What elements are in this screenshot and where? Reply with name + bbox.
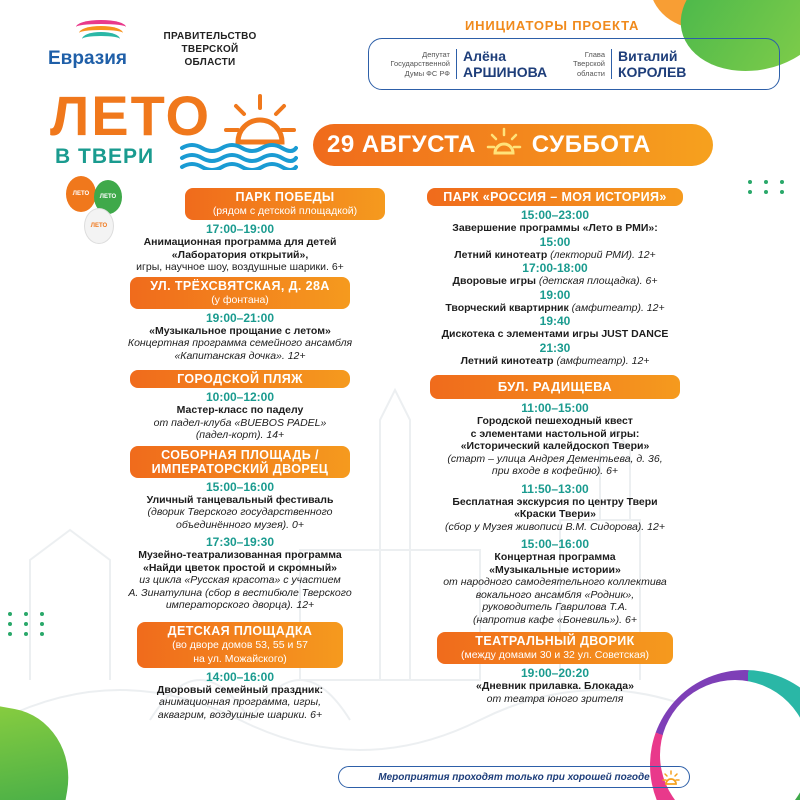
- venue-header-park-pobedy: ПАРК ПОБЕДЫ (рядом с детской площадкой): [185, 188, 385, 220]
- venue-header-radishcheva: БУЛ. РАДИЩЕВА: [430, 375, 680, 399]
- schedule-left-column: [75, 188, 405, 723]
- schedule-right-column: [400, 188, 710, 707]
- event-item: 17:30–19:30 Музейно-театрализованная программа «Найди цветок простой и скромный» из цикла «Русская красота» с участием А. Зинатулина (сбор в вестибюле Тверского императорского дворца). 12+: [75, 535, 405, 612]
- event-time: 19:00: [539, 287, 571, 302]
- dot-pattern-right: [748, 180, 790, 194]
- title-main: ЛЕТО: [50, 84, 212, 147]
- date-banner: [313, 124, 713, 166]
- weather-note: Мероприятия проходят только при хорошей погоде: [338, 766, 690, 788]
- event-item: 11:00–15:00 Городской пешеходный квест с элементами настольной игры: «Исторический калейдоскоп Твери» (старт – улица Андрея Дементьева, д. 36, при входе в кофейню). 6+: [400, 401, 710, 478]
- event-time: 19:00–20:20: [520, 666, 590, 680]
- sun-icon: [486, 127, 522, 163]
- event-time: 15:00: [539, 234, 571, 249]
- venue-header-teatralny-dvorik: ТЕАТРАЛЬНЫЙ ДВОРИК (между домами 30 и 32 ул. Советская): [437, 632, 673, 664]
- event-time: 17:00–19:00: [205, 222, 275, 236]
- event-time: 15:00–23:00: [520, 208, 590, 222]
- title-sub: В ТВЕРИ: [55, 145, 155, 168]
- event-item: 15:00–16:00 Уличный танцевальный фестиваль (дворик Тверского государственного объединённого музея). 0+: [75, 480, 405, 532]
- divider: [611, 49, 612, 79]
- initiator-korolev: [565, 48, 686, 80]
- initiator-role: Глава Тверской области: [573, 49, 605, 78]
- event-time: 21:30: [539, 340, 571, 355]
- event-item: 19:00–21:00 «Музыкальное прощание с летом» Концертная программа семейного ансамбля «Капитанская дочка». 12+: [75, 311, 405, 363]
- waves-icon: [178, 140, 298, 170]
- venue-header-gorodskoy-plyazh: ГОРОДСКОЙ ПЛЯЖ: [130, 370, 350, 388]
- event-item: 17:00–19:00 Анимационная программа для детей «Лаборатория открытий», игры, научное шоу, воздушные шарики. 6+: [75, 222, 405, 274]
- event-time: 17:30–19:30: [205, 535, 275, 549]
- eurasia-logo: [48, 20, 148, 70]
- event-time: 14:00–16:00: [205, 669, 275, 684]
- event-item: 10:00–12:00 Мастер-класс по паделу от падел-клуба «BUEBOS PADEL» (падел-корт). 14+: [75, 390, 405, 442]
- balloon-white: ЛЕТО: [84, 208, 114, 244]
- event-time: 15:00–16:00: [520, 537, 590, 551]
- balloon-green: ЛЕТО: [94, 180, 122, 214]
- event-item: 19:00–20:20 «Дневник прилавка. Блокада» от театра юного зрителя: [400, 666, 710, 705]
- date-day: 29 АВГУСТА: [327, 131, 476, 158]
- initiator-role: Депутат Государственной Думы ФС РФ: [390, 49, 450, 78]
- rainbow-arc-icon: [76, 20, 126, 46]
- venue-header-detskaya-ploshchadka: ДЕТСКАЯ ПЛОЩАДКА (во дворе домов 53, 55 и 57 на ул. Можайского): [137, 622, 343, 668]
- initiator-name: Алёна АРШИНОВА: [463, 48, 548, 80]
- venue-header-park-rossiya: ПАРК «РОССИЯ – МОЯ ИСТОРИЯ»: [427, 188, 683, 206]
- event-item: 14:00–16:00 Дворовый семейный праздник: анимационная программа, игры, аквагрим, воздушные шарики. 6+: [75, 670, 405, 722]
- event-time: 11:00–15:00: [521, 401, 589, 415]
- event-time: 19:00–21:00: [205, 310, 275, 325]
- divider: [456, 49, 457, 79]
- initiators-title: ИНИЦИАТОРЫ ПРОЕКТА: [465, 18, 640, 33]
- balloon-orange: ЛЕТО: [66, 176, 96, 212]
- event-item: 11:50–13:00 Бесплатная экскурсия по центру Твери «Краски Твери» (сбор у Музея живописи В.М. Сидорова). 12+: [400, 482, 710, 534]
- venue-header-sobornaya: СОБОРНАЯ ПЛОЩАДЬ / ИМПЕРАТОРСКИЙ ДВОРЕЦ: [130, 446, 350, 478]
- event-time: 17:00-18:00: [522, 261, 588, 275]
- event-time: 11:50–13:00: [521, 481, 589, 496]
- initiator-name: Виталий КОРОЛЕВ: [618, 48, 687, 80]
- government-label: ПРАВИТЕЛЬСТВО ТВЕРСКОЙ ОБЛАСТИ: [163, 31, 257, 68]
- brand-name: Евразия: [48, 48, 127, 69]
- venue-header-trekhsvyatskaya: УЛ. ТРЁХСВЯТСКАЯ, Д. 28А (у фонтана): [130, 277, 350, 309]
- event-item: 15:00–23:00 Завершение программы «Лето в РМИ»: 15:00 Летний кинотеатр (лекторий РМИ). 12+ 17:00-18:00 Дворовые игры (детская площадка). 6+ 19:00 Творческий квартирник (амфитеатр). 12+ 19:40 Дискотека с элементами игры JUST DANCE 21:30 Летний кинотеатр (амфитеатр). 12+: [400, 208, 710, 367]
- event-time: 19:40: [539, 314, 571, 328]
- event-time: 15:00–16:00: [205, 479, 275, 494]
- initiator-arshinova: [372, 48, 547, 80]
- event-time: 10:00–12:00: [205, 390, 275, 404]
- sun-icon: [662, 770, 680, 788]
- date-weekday: СУББОТА: [531, 131, 651, 158]
- dot-pattern-left: [8, 612, 50, 636]
- event-item: 15:00–16:00 Концертная программа «Музыкальные истории» от народного самодеятельного коллектива вокального ансамбля «Родник», руководитель Гаврилова Т.А. (напротив кафе «Боневиль»). 6+: [400, 537, 710, 626]
